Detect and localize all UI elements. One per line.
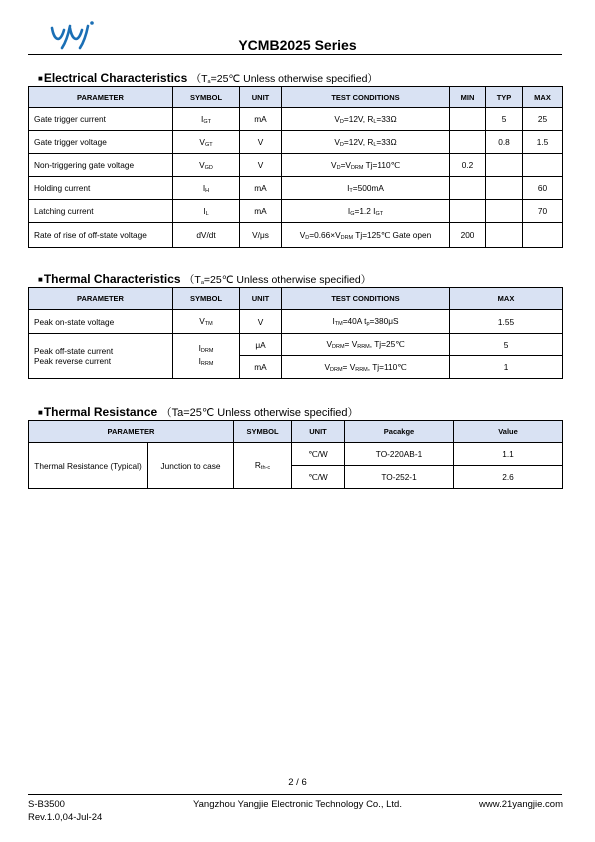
parameter-line: Peak reverse current bbox=[34, 356, 112, 366]
cell-unit: ℃/W bbox=[292, 443, 345, 466]
cell-unit: V/μs bbox=[240, 223, 282, 248]
cell-max: 70 bbox=[523, 200, 563, 223]
cell-symbol: $I_L$ bbox=[173, 200, 240, 223]
cell-min bbox=[450, 131, 486, 154]
cell-typ bbox=[486, 200, 523, 223]
cell-symbol: $V_{TM}$ bbox=[173, 310, 240, 334]
cell-unit: mA bbox=[240, 200, 282, 223]
cell-typ bbox=[486, 177, 523, 200]
cell-max: 60 bbox=[523, 177, 563, 200]
cell-test-conditions: $V_{DRM}= V_{RRM}$, Tj=25℃ bbox=[282, 334, 450, 356]
table-row bbox=[29, 131, 563, 154]
col-header: PARAMETER bbox=[29, 87, 173, 108]
table-row bbox=[29, 443, 563, 466]
cell-unit: mA bbox=[240, 108, 282, 131]
col-header: UNIT bbox=[240, 87, 282, 108]
cell-symbol: $R_{th-c}$ bbox=[234, 443, 292, 489]
cell-value: 2.6 bbox=[454, 466, 563, 489]
cell-parameter: Gate trigger voltage bbox=[29, 131, 173, 154]
col-header: TEST CONDITIONS bbox=[282, 87, 450, 108]
thermal-res-conditions: （Ta=25℃ Unless otherwise specified） bbox=[160, 407, 359, 419]
cell-min bbox=[450, 108, 486, 131]
cell-min: 0.2 bbox=[450, 154, 486, 177]
cell-parameter: Thermal Resistance (Typical) bbox=[29, 443, 148, 489]
bullet-square-icon: ■ bbox=[38, 74, 43, 83]
cell-max: 5 bbox=[450, 334, 563, 356]
col-header: UNIT bbox=[292, 421, 345, 443]
thermal-res-table bbox=[28, 420, 563, 489]
cell-sub-parameter: Junction to case bbox=[148, 443, 234, 489]
col-header: PARAMETER bbox=[29, 288, 173, 310]
cell-test-conditions: $I_T=500mA$ bbox=[282, 177, 450, 200]
revision: Rev.1.0,04-Jul-24 bbox=[28, 812, 103, 823]
cell-min bbox=[450, 200, 486, 223]
thermal-char-table bbox=[28, 287, 563, 379]
electrical-heading bbox=[38, 71, 378, 86]
table-header-row bbox=[29, 288, 563, 310]
cell-typ bbox=[486, 223, 523, 248]
table-row bbox=[29, 154, 563, 177]
cell-unit: V bbox=[240, 154, 282, 177]
footer-rule bbox=[28, 794, 562, 795]
col-header: MAX bbox=[450, 288, 563, 310]
cell-test-conditions: $I_{TM}=40A$ $t_p=380\mu S$ bbox=[282, 310, 450, 334]
cell-symbol: $I_{GT}$ bbox=[173, 108, 240, 131]
col-header: SYMBOL bbox=[234, 421, 292, 443]
electrical-heading-text: Electrical Characteristics bbox=[43, 71, 188, 85]
cell-typ: 0.8 bbox=[486, 131, 523, 154]
cell-unit: mA bbox=[240, 356, 282, 379]
table-row bbox=[29, 310, 563, 334]
cell-min: 200 bbox=[450, 223, 486, 248]
cell-parameter: Non-triggering gate voltage bbox=[29, 154, 173, 177]
col-header: SYMBOL bbox=[173, 288, 240, 310]
table-header-row bbox=[29, 421, 563, 443]
table-header-row bbox=[29, 87, 563, 108]
col-header: MIN bbox=[450, 87, 486, 108]
cell-symbol: $V_{GD}$ bbox=[173, 154, 240, 177]
cell-unit: ℃/W bbox=[292, 466, 345, 489]
cell-test-conditions: $V_D=12V$, $R_L=33\Omega$ bbox=[282, 131, 450, 154]
cell-unit: V bbox=[240, 310, 282, 334]
thermal-char-heading-text: Thermal Characteristics bbox=[43, 272, 181, 286]
cell-max: 1 bbox=[450, 356, 563, 379]
col-header: TEST CONDITIONS bbox=[282, 288, 450, 310]
parameter-line: Peak off-state current bbox=[34, 346, 114, 356]
doc-code: S-B3500 bbox=[28, 799, 65, 810]
table-row bbox=[29, 223, 563, 248]
table-row bbox=[29, 108, 563, 131]
cell-max: 1.55 bbox=[450, 310, 563, 334]
thermal-res-heading bbox=[38, 404, 359, 420]
col-header: PARAMETER bbox=[29, 421, 234, 443]
col-header: Value bbox=[454, 421, 563, 443]
thermal-res-heading-text: Thermal Resistance bbox=[43, 405, 158, 419]
cell-parameter bbox=[29, 334, 173, 379]
electrical-table bbox=[28, 86, 563, 248]
cell-value: 1.1 bbox=[454, 443, 563, 466]
col-header: MAX bbox=[523, 87, 563, 108]
cell-package: TO-220AB-1 bbox=[345, 443, 454, 466]
company-name: Yangzhou Yangjie Electronic Technology Co., Ltd. bbox=[193, 799, 402, 810]
cell-package: TO-252-1 bbox=[345, 466, 454, 489]
cell-typ: 5 bbox=[486, 108, 523, 131]
website-link[interactable]: www.21yangjie.com bbox=[479, 799, 563, 810]
cell-test-conditions: $V_D=12V$, $R_L=33\Omega$ bbox=[282, 108, 450, 131]
cell-test-conditions: $V_D=V_{DRM}$ Tj=110℃ bbox=[282, 154, 450, 177]
cell-test-conditions: $I_G=1.2$ $I_{GT}$ bbox=[282, 200, 450, 223]
table-row bbox=[29, 334, 563, 356]
col-header: Pacakge bbox=[345, 421, 454, 443]
document-title: YCMB2025 Series bbox=[238, 37, 357, 53]
thermal-char-conditions: （$T_a=25℃$ Unless otherwise specified） bbox=[183, 274, 372, 286]
cell-symbol: dV/dt bbox=[173, 223, 240, 248]
cell-parameter: Latching current bbox=[29, 200, 173, 223]
cell-test-conditions: $V_D=0.66\times V_{DRM}$ Tj=125℃ Gate open bbox=[282, 223, 450, 248]
col-header: TYP bbox=[486, 87, 523, 108]
cell-symbol: $I_H$ bbox=[173, 177, 240, 200]
table-row bbox=[29, 177, 563, 200]
bullet-square-icon: ■ bbox=[38, 275, 43, 284]
header-rule bbox=[28, 54, 562, 55]
cell-unit: V bbox=[240, 131, 282, 154]
cell-symbol: $I_{DRM}$ $I_{RRM}$ bbox=[173, 334, 240, 379]
cell-typ bbox=[486, 154, 523, 177]
thermal-char-heading bbox=[38, 272, 371, 287]
cell-max bbox=[523, 223, 563, 248]
cell-max: 1.5 bbox=[523, 131, 563, 154]
electrical-conditions: （$T_a=25℃$ Unless otherwise specified） bbox=[190, 73, 378, 85]
table-row bbox=[29, 200, 563, 223]
col-header: UNIT bbox=[240, 288, 282, 310]
cell-min bbox=[450, 177, 486, 200]
cell-parameter: Gate trigger current bbox=[29, 108, 173, 131]
page-number: 2 / 6 bbox=[288, 777, 307, 788]
cell-parameter: Rate of rise of off-state voltage bbox=[29, 223, 173, 248]
cell-unit: mA bbox=[240, 177, 282, 200]
col-header: SYMBOL bbox=[173, 87, 240, 108]
bullet-square-icon: ■ bbox=[38, 408, 43, 417]
cell-parameter: Holding current bbox=[29, 177, 173, 200]
cell-test-conditions: $V_{DRM}= V_{RRM}$, Tj=110℃ bbox=[282, 356, 450, 379]
cell-unit: μA bbox=[240, 334, 282, 356]
cell-max: 25 bbox=[523, 108, 563, 131]
cell-max bbox=[523, 154, 563, 177]
cell-symbol: $V_{GT}$ bbox=[173, 131, 240, 154]
cell-parameter: Peak on-state voltage bbox=[29, 310, 173, 334]
